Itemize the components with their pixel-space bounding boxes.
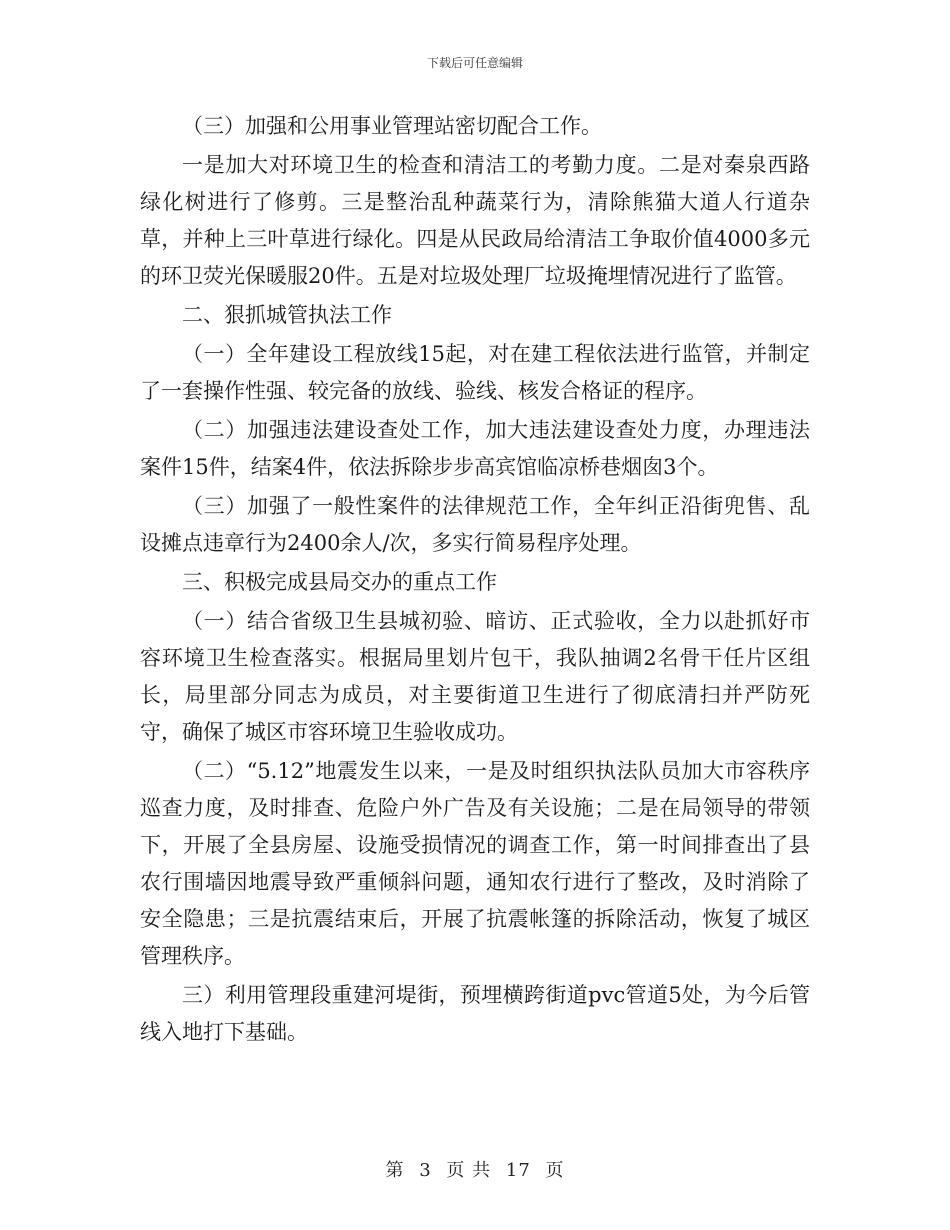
- total-pages: 17: [505, 1160, 531, 1181]
- section-heading: 二、狠抓城管执法工作: [182, 303, 392, 327]
- footer-suffix: 页: [545, 1160, 565, 1181]
- paragraph: （三）加强了一般性案件的法律规范工作，全年纠正沿街兜售、乱设摊点违章行为2400余人/次，多实行简易程序处理。: [140, 494, 810, 555]
- page-footer: [0, 1156, 950, 1182]
- paragraph: （二）加强违法建设查处工作，加大违法建设查处力度，办理违法案件15件，结案4件，依法拆除步步高宾馆临凉桥巷烟囱3个。: [140, 418, 810, 479]
- page-header: 下载后可任意编辑: [426, 56, 523, 70]
- section-heading: 三、积极完成县局交办的重点工作: [182, 570, 497, 594]
- document-body: [140, 108, 810, 1053]
- footer-prefix: 第: [385, 1160, 405, 1181]
- footer-middle: 页 共: [446, 1160, 492, 1181]
- paragraph: （二）“5.12”地震发生以来，一是及时组织执法队员加大市容秩序巡查力度，及时排查、危险户外广告及有关设施；二是在局领导的带领下，开展了全县房屋、设施受损情况的调查工作，第一时间排查出了县农行围墙因地震导致严重倾斜问题，通知农行进行了整改，及时消除了安全隐患；三是抗震结束后，开展了抗震帐篷的拆除活动，恢复了城区管理秩序。: [140, 759, 810, 968]
- page-number: 3: [419, 1160, 432, 1181]
- paragraph: （三）加强和公用事业管理站密切配合工作。: [182, 114, 602, 138]
- paragraph: 三）利用管理段重建河堤街，预埋横跨街道pvc管道5处，为今后管线入地打下基础。: [140, 983, 810, 1044]
- paragraph: （一）结合省级卫生县城初验、暗访、正式验收，全力以赴抓好市容环境卫生检查落实。根据局里划片包干，我队抽调2名骨干任片区组长，局里部分同志为成员，对主要街道卫生进行了彻底清扫并严防死守，确保了城区市容环境卫生验收成功。: [140, 609, 810, 744]
- paragraph: 一是加大对环境卫生的检查和清洁工的考勤力度。二是对秦泉西路绿化树进行了修剪。三是整治乱种蔬菜行为，清除熊猫大道人行道杂草，并种上三叶草进行绿化。四是从民政局给清洁工争取价值4000多元的环卫荧光保暖服20件。五是对垃圾处理厂垃圾掩埋情况进行了监管。: [140, 153, 810, 288]
- paragraph: （一）全年建设工程放线15起，对在建工程依法进行监管，并制定了一套操作性强、较完备的放线、验线、核发合格证的程序。: [140, 342, 810, 403]
